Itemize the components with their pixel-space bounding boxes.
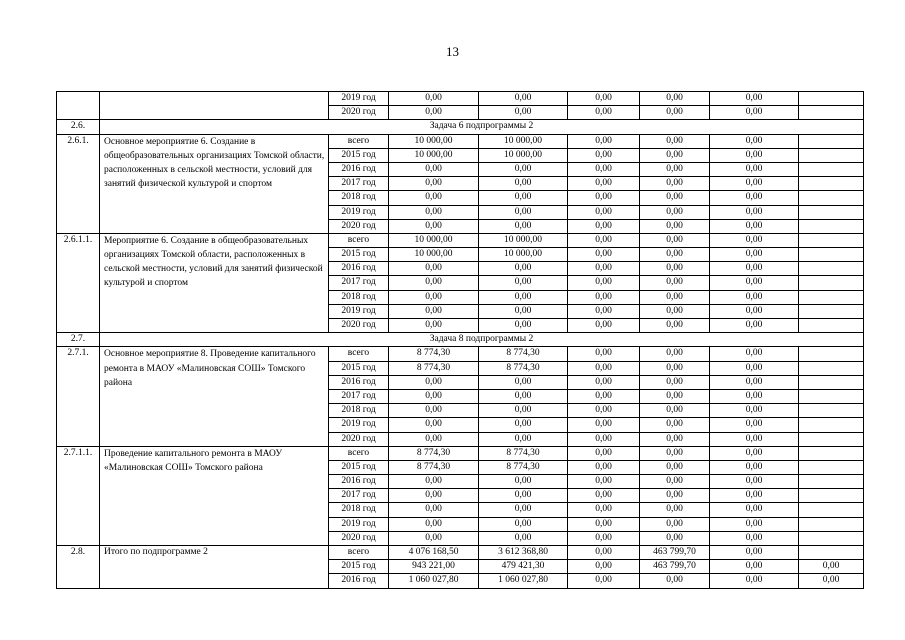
task-row [57, 333, 864, 347]
value-cell: 463 799,70 [640, 546, 710, 560]
value-cell: 0,00 [389, 517, 479, 531]
value-cell: 0,00 [640, 304, 710, 318]
value-cell: 0,00 [479, 92, 568, 106]
value-cell: 0,00 [568, 503, 640, 517]
year-cell: всего [329, 446, 389, 460]
value-cell [799, 361, 864, 375]
value-cell: 0,00 [389, 191, 479, 205]
item-description: Основное мероприятие 6. Создание в общеобразовательных организациях Томской области, расположенных в сельской местности, условий для занятий физической культурой и спортом [100, 134, 329, 233]
value-cell: 10 000,00 [479, 148, 568, 162]
description-cell [100, 92, 329, 120]
item-description: Проведение капитального ремонта в МАОУ «Малиновская СОШ» Томского района [100, 446, 329, 545]
value-cell: 0,00 [710, 489, 799, 503]
value-cell: 0,00 [389, 432, 479, 446]
value-cell: 0,00 [640, 347, 710, 361]
value-cell: 0,00 [799, 574, 864, 588]
value-cell [799, 148, 864, 162]
value-cell: 0,00 [389, 489, 479, 503]
value-cell: 0,00 [389, 106, 479, 120]
value-cell: 0,00 [568, 404, 640, 418]
value-cell: 0,00 [640, 375, 710, 389]
value-cell: 0,00 [568, 531, 640, 545]
value-cell: 8 774,30 [389, 361, 479, 375]
value-cell: 3 612 368,80 [479, 546, 568, 560]
value-cell: 0,00 [710, 177, 799, 191]
value-cell: 0,00 [479, 475, 568, 489]
year-cell: 2017 год [329, 389, 389, 403]
value-cell: 0,00 [710, 347, 799, 361]
value-cell: 0,00 [640, 134, 710, 148]
value-cell: 0,00 [640, 191, 710, 205]
value-cell: 0,00 [710, 446, 799, 460]
year-cell: 2016 год [329, 162, 389, 176]
value-cell: 0,00 [568, 389, 640, 403]
value-cell [799, 418, 864, 432]
value-cell: 0,00 [479, 106, 568, 120]
year-cell: 2015 год [329, 248, 389, 262]
value-cell: 0,00 [568, 106, 640, 120]
value-cell: 0,00 [640, 361, 710, 375]
value-cell: 0,00 [389, 262, 479, 276]
value-cell: 0,00 [640, 503, 710, 517]
value-cell: 0,00 [640, 177, 710, 191]
value-cell: 0,00 [568, 546, 640, 560]
value-cell [799, 489, 864, 503]
task-code: 2.6. [57, 120, 100, 134]
value-cell: 0,00 [640, 574, 710, 588]
value-cell: 0,00 [479, 162, 568, 176]
value-cell: 0,00 [640, 489, 710, 503]
value-cell: 0,00 [568, 517, 640, 531]
value-cell: 0,00 [568, 290, 640, 304]
value-cell: 8 774,30 [389, 347, 479, 361]
year-cell: 2015 год [329, 361, 389, 375]
value-cell [799, 319, 864, 333]
value-cell: 463 799,70 [640, 560, 710, 574]
value-cell [799, 177, 864, 191]
value-cell: 0,00 [710, 546, 799, 560]
value-cell: 479 421,30 [479, 560, 568, 574]
value-cell: 0,00 [479, 177, 568, 191]
value-cell: 1 060 027,80 [389, 574, 479, 588]
value-cell: 0,00 [479, 404, 568, 418]
value-cell: 0,00 [479, 531, 568, 545]
value-cell: 0,00 [710, 162, 799, 176]
value-cell: 0,00 [568, 205, 640, 219]
value-cell [799, 248, 864, 262]
value-cell: 0,00 [640, 446, 710, 460]
value-cell: 0,00 [568, 262, 640, 276]
value-cell: 0,00 [640, 248, 710, 262]
year-cell: всего [329, 134, 389, 148]
value-cell: 1 060 027,80 [479, 574, 568, 588]
item-description: Итого по подпрограмме 2 [100, 546, 329, 589]
year-cell: 2015 год [329, 560, 389, 574]
value-cell: 8 774,30 [479, 361, 568, 375]
item-code: 2.7.1. [57, 347, 100, 446]
year-cell: 2017 год [329, 276, 389, 290]
value-cell: 0,00 [640, 276, 710, 290]
value-cell: 0,00 [568, 148, 640, 162]
task-code: 2.7. [57, 333, 100, 347]
value-cell: 0,00 [479, 389, 568, 403]
value-cell: 0,00 [568, 319, 640, 333]
year-cell: 2015 год [329, 460, 389, 474]
value-cell: 0,00 [710, 191, 799, 205]
value-cell: 10 000,00 [389, 248, 479, 262]
value-cell: 0,00 [710, 262, 799, 276]
value-cell: 0,00 [389, 375, 479, 389]
value-cell: 0,00 [479, 262, 568, 276]
item-code: 2.7.1.1. [57, 446, 100, 545]
value-cell: 0,00 [640, 233, 710, 247]
year-cell: 2018 год [329, 404, 389, 418]
value-cell: 0,00 [710, 92, 799, 106]
value-cell: 8 774,30 [479, 446, 568, 460]
year-cell: 2020 год [329, 219, 389, 233]
value-cell: 8 774,30 [479, 347, 568, 361]
value-cell: 0,00 [389, 205, 479, 219]
value-cell: 0,00 [640, 262, 710, 276]
value-cell: 0,00 [640, 475, 710, 489]
value-cell: 0,00 [640, 162, 710, 176]
year-cell: 2018 год [329, 503, 389, 517]
value-cell: 4 076 168,50 [389, 546, 479, 560]
value-cell: 0,00 [640, 418, 710, 432]
value-cell: 0,00 [710, 233, 799, 247]
value-cell [799, 404, 864, 418]
value-cell: 8 774,30 [389, 446, 479, 460]
value-cell [799, 290, 864, 304]
value-cell: 0,00 [568, 219, 640, 233]
value-cell [799, 347, 864, 361]
value-cell: 10 000,00 [389, 134, 479, 148]
value-cell: 0,00 [710, 503, 799, 517]
page-number: 13 [446, 44, 459, 59]
value-cell: 0,00 [640, 148, 710, 162]
value-cell: 0,00 [640, 205, 710, 219]
task-title: Задача 8 подпрограммы 2 [100, 333, 864, 347]
value-cell [799, 262, 864, 276]
value-cell [799, 219, 864, 233]
value-cell [799, 432, 864, 446]
value-cell: 0,00 [389, 290, 479, 304]
value-cell: 0,00 [640, 404, 710, 418]
value-cell: 0,00 [568, 92, 640, 106]
value-cell: 0,00 [568, 248, 640, 262]
item-code: 2.8. [57, 546, 100, 589]
year-cell: 2019 год [329, 418, 389, 432]
value-cell: 0,00 [479, 290, 568, 304]
value-cell [799, 92, 864, 106]
value-cell: 0,00 [389, 404, 479, 418]
value-cell: 0,00 [568, 560, 640, 574]
value-cell: 0,00 [640, 517, 710, 531]
year-cell: 2019 год [329, 205, 389, 219]
value-cell: 0,00 [710, 290, 799, 304]
value-cell [799, 233, 864, 247]
value-cell [799, 460, 864, 474]
value-cell: 0,00 [568, 191, 640, 205]
year-cell: 2017 год [329, 489, 389, 503]
value-cell: 0,00 [710, 219, 799, 233]
value-cell: 0,00 [710, 460, 799, 474]
value-cell: 0,00 [389, 304, 479, 318]
value-cell: 10 000,00 [389, 148, 479, 162]
value-cell: 0,00 [568, 475, 640, 489]
value-cell: 0,00 [568, 432, 640, 446]
value-cell: 0,00 [389, 531, 479, 545]
value-cell: 0,00 [568, 347, 640, 361]
value-cell: 0,00 [479, 219, 568, 233]
value-cell: 10 000,00 [479, 248, 568, 262]
value-cell: 0,00 [710, 148, 799, 162]
value-cell: 0,00 [640, 290, 710, 304]
year-cell: 2019 год [329, 92, 389, 106]
value-cell [799, 517, 864, 531]
value-cell [799, 446, 864, 460]
item-description: Основное мероприятие 8. Проведение капитального ремонта в МАОУ «Малиновская СОШ» Томского района [100, 347, 329, 446]
value-cell: 8 774,30 [479, 460, 568, 474]
value-cell: 0,00 [568, 276, 640, 290]
value-cell: 0,00 [568, 418, 640, 432]
value-cell: 8 774,30 [389, 460, 479, 474]
value-cell: 0,00 [389, 162, 479, 176]
value-cell: 0,00 [479, 418, 568, 432]
value-cell [799, 546, 864, 560]
value-cell [799, 304, 864, 318]
value-cell: 0,00 [568, 162, 640, 176]
value-cell: 0,00 [568, 304, 640, 318]
value-cell [799, 503, 864, 517]
year-cell: всего [329, 546, 389, 560]
value-cell: 0,00 [710, 361, 799, 375]
value-cell: 0,00 [389, 177, 479, 191]
task-title: Задача 6 подпрограммы 2 [100, 120, 864, 134]
value-cell: 0,00 [640, 389, 710, 403]
year-cell: всего [329, 233, 389, 247]
value-cell: 0,00 [479, 489, 568, 503]
value-cell [799, 389, 864, 403]
year-cell: 2019 год [329, 304, 389, 318]
value-cell: 0,00 [710, 389, 799, 403]
item-description: Мероприятие 6. Создание в общеобразовательных организациях Томской области, расположенных в сельской местности, условий для занятий физической культурой и спортом [100, 233, 329, 332]
year-cell: 2015 год [329, 148, 389, 162]
year-cell: 2020 год [329, 531, 389, 545]
value-cell: 0,00 [710, 574, 799, 588]
value-cell: 0,00 [389, 475, 479, 489]
value-cell: 0,00 [479, 276, 568, 290]
value-cell: 0,00 [710, 531, 799, 545]
value-cell: 0,00 [710, 134, 799, 148]
value-cell: 0,00 [389, 276, 479, 290]
value-cell: 0,00 [710, 205, 799, 219]
value-cell: 0,00 [710, 304, 799, 318]
value-cell: 10 000,00 [479, 233, 568, 247]
year-cell: 2020 год [329, 432, 389, 446]
year-cell: 2016 год [329, 475, 389, 489]
value-cell [799, 162, 864, 176]
value-cell: 0,00 [389, 418, 479, 432]
value-cell: 0,00 [640, 432, 710, 446]
value-cell: 0,00 [710, 517, 799, 531]
value-cell: 0,00 [389, 503, 479, 517]
value-cell [799, 531, 864, 545]
value-cell: 0,00 [640, 319, 710, 333]
value-cell: 0,00 [389, 92, 479, 106]
year-cell: 2016 год [329, 574, 389, 588]
year-cell: 2016 год [329, 375, 389, 389]
value-cell: 0,00 [479, 432, 568, 446]
value-cell: 0,00 [479, 319, 568, 333]
value-cell: 0,00 [640, 106, 710, 120]
value-cell: 10 000,00 [479, 134, 568, 148]
value-cell: 0,00 [568, 375, 640, 389]
value-cell: 0,00 [710, 475, 799, 489]
value-cell: 0,00 [710, 276, 799, 290]
value-cell: 0,00 [568, 233, 640, 247]
value-cell: 0,00 [568, 489, 640, 503]
value-cell: 0,00 [389, 219, 479, 233]
value-cell: 0,00 [479, 191, 568, 205]
task-row [57, 120, 864, 134]
value-cell: 0,00 [568, 134, 640, 148]
value-cell [799, 375, 864, 389]
table-row [57, 92, 864, 106]
value-cell [799, 276, 864, 290]
value-cell: 0,00 [710, 418, 799, 432]
table-row [57, 546, 864, 560]
value-cell: 0,00 [568, 446, 640, 460]
year-cell: 2018 год [329, 191, 389, 205]
year-cell: 2019 год [329, 517, 389, 531]
budget-table [56, 91, 864, 589]
year-cell: 2017 год [329, 177, 389, 191]
table-row [57, 233, 864, 247]
value-cell: 0,00 [568, 361, 640, 375]
value-cell: 0,00 [710, 375, 799, 389]
value-cell [799, 134, 864, 148]
year-cell: 2016 год [329, 262, 389, 276]
value-cell: 0,00 [479, 503, 568, 517]
value-cell: 0,00 [640, 219, 710, 233]
value-cell [799, 106, 864, 120]
value-cell: 0,00 [710, 560, 799, 574]
value-cell: 0,00 [710, 404, 799, 418]
value-cell: 0,00 [710, 432, 799, 446]
table-row [57, 446, 864, 460]
value-cell [799, 475, 864, 489]
value-cell [799, 205, 864, 219]
item-code: 2.6.1. [57, 134, 100, 233]
year-cell: 2018 год [329, 290, 389, 304]
value-cell: 0,00 [640, 92, 710, 106]
value-cell: 0,00 [710, 106, 799, 120]
value-cell: 0,00 [479, 375, 568, 389]
table-row [57, 347, 864, 361]
value-cell: 0,00 [799, 560, 864, 574]
value-cell: 0,00 [640, 531, 710, 545]
value-cell [799, 191, 864, 205]
value-cell: 0,00 [479, 304, 568, 318]
value-cell: 0,00 [640, 460, 710, 474]
value-cell: 0,00 [389, 319, 479, 333]
year-cell: 2020 год [329, 319, 389, 333]
value-cell: 0,00 [710, 319, 799, 333]
item-code: 2.6.1.1. [57, 233, 100, 332]
table-row [57, 134, 864, 148]
year-cell: 2020 год [329, 106, 389, 120]
value-cell: 0,00 [479, 205, 568, 219]
value-cell: 0,00 [568, 177, 640, 191]
year-cell: всего [329, 347, 389, 361]
value-cell: 0,00 [568, 460, 640, 474]
code-cell [57, 92, 100, 120]
value-cell: 0,00 [479, 517, 568, 531]
value-cell: 943 221,00 [389, 560, 479, 574]
value-cell: 0,00 [389, 389, 479, 403]
value-cell: 10 000,00 [389, 233, 479, 247]
value-cell: 0,00 [710, 248, 799, 262]
value-cell: 0,00 [568, 574, 640, 588]
